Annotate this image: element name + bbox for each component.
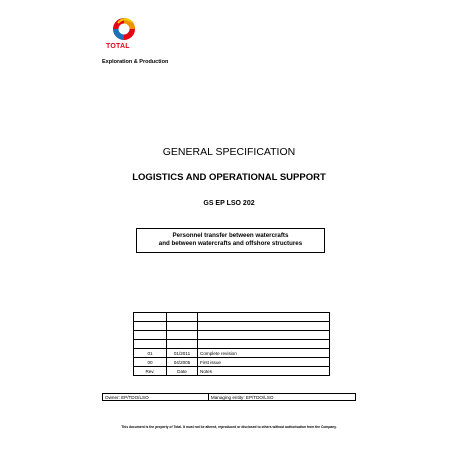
document-category: GENERAL SPECIFICATION [162,146,296,158]
revision-notes-cell: Notes [198,367,330,376]
revision-notes-cell [198,340,330,349]
revision-date-cell [167,313,198,322]
owner-cell: Owner: EP/TDO/LSO [103,394,209,401]
revision-date-cell: Date [167,367,198,376]
subject-line-1: Personnel transfer between watercrafts [172,232,289,239]
revision-notes-cell: First issue [198,358,330,367]
revision-date-cell [167,331,198,340]
revision-notes-cell [198,322,330,331]
revision-date-cell: 01/2011 [167,349,198,358]
document-reference: GS EP LSO 202 [203,200,255,207]
revision-rev-cell [134,313,167,322]
revision-rev-cell [134,322,167,331]
ownership-row [102,393,356,401]
total-logo-icon [108,14,140,44]
revision-row [134,367,330,376]
subject-box [136,228,325,253]
revision-date-cell [167,340,198,349]
revision-row [134,313,330,322]
revision-rev-cell: 01 [134,349,167,358]
revision-rev-cell [134,331,167,340]
footer-disclaimer: This document is the property of Total. It must not be altered, reproduced or disclosed to others without authorisation from the Company. [121,425,337,429]
revision-date-cell: 04/2005 [167,358,198,367]
revision-notes-cell [198,313,330,322]
revision-row [134,358,330,367]
revision-notes-cell [198,331,330,340]
revision-date-cell [167,322,198,331]
revision-row [134,331,330,340]
revision-notes-cell: Complete revision [198,349,330,358]
managing-entity-cell: Managing entity: EP/TDO/LSO [208,394,355,401]
revision-row [134,322,330,331]
revision-rev-cell: 00 [134,358,167,367]
revision-row [134,349,330,358]
revision-rev-cell [134,340,167,349]
document-title: LOGISTICS AND OPERATIONAL SUPPORT [132,172,326,183]
revision-rev-cell: Rev. [134,367,167,376]
subject-line-2: and between watercrafts and offshore structures [158,240,303,247]
revision-row [134,340,330,349]
revision-table [133,312,330,376]
logo-text: TOTAL [106,43,130,50]
division-label: Exploration & Production [102,59,169,65]
